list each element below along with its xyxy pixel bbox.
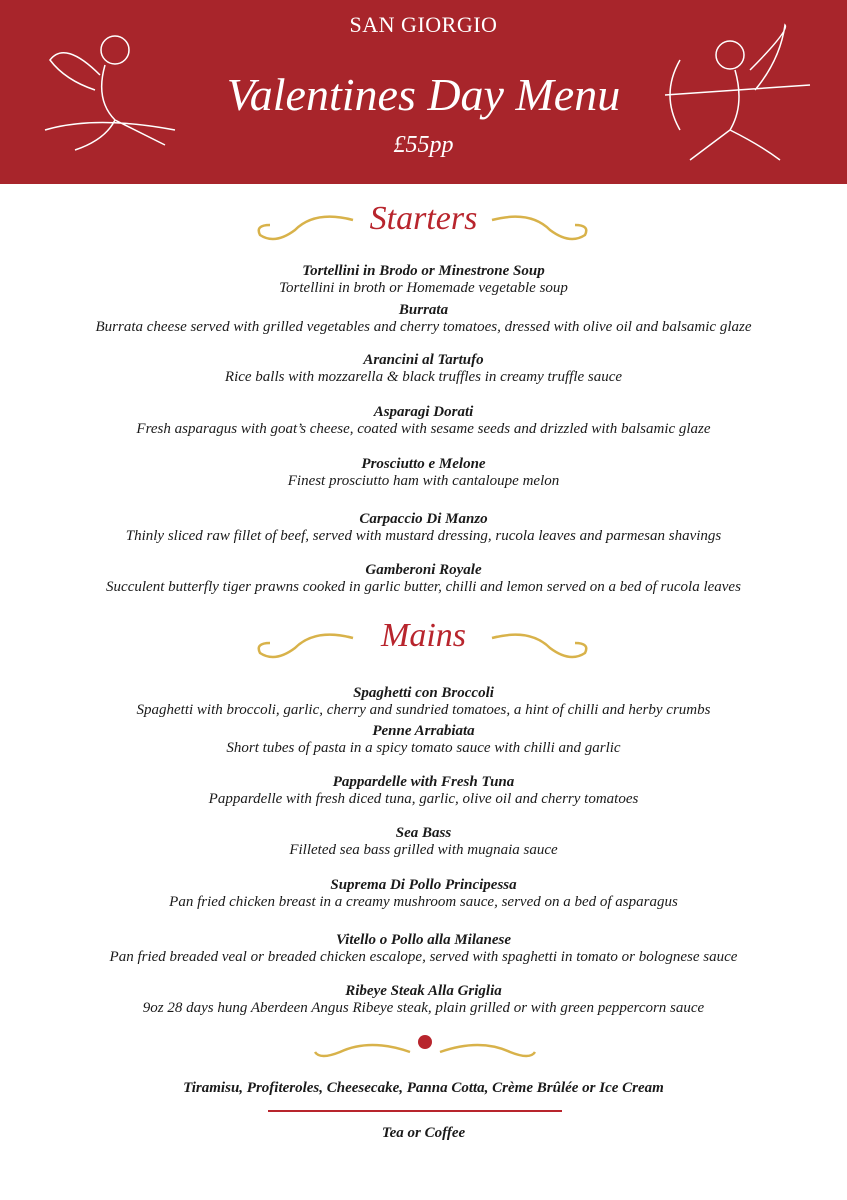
item-name: Asparagi Dorati [373, 404, 474, 420]
item-desc: Finest prosciutto ham with cantaloupe melon [287, 473, 560, 489]
divider-line [268, 1110, 562, 1112]
item-name: Ribeye Steak Alla Griglia [345, 983, 502, 999]
item-desc: Spaghetti with broccoli, garlic, cherry and sundried tomatoes, a hint of chilli and herby crumbs [136, 702, 711, 718]
item-desc: Pan fried breaded veal or breaded chicken escalope, served with spaghetti in tomato or bolognese sauce [109, 949, 738, 965]
item-name: Suprema Di Pollo Principessa [330, 877, 517, 893]
drinks-text: Tea or Coffee [381, 1125, 466, 1141]
menu-item [0, 404, 847, 438]
menu-title: Valentines Day Menu [226, 69, 621, 120]
item-name: Sea Bass [395, 825, 452, 841]
flourish-divider-icon [310, 1030, 540, 1065]
brand-logo: SAN GIORGIO [349, 12, 498, 37]
section-heading-starters: Starters [369, 200, 478, 237]
menu-item [0, 983, 847, 1017]
menu-price: £55pp [393, 132, 454, 158]
item-name: Pappardelle with Fresh Tuna [332, 774, 515, 790]
menu-item [0, 302, 847, 336]
menu-item [0, 263, 847, 297]
item-name: Prosciutto e Melone [361, 456, 486, 472]
swirl-right-icon [490, 628, 590, 664]
item-desc: Fresh asparagus with goat’s cheese, coated with sesame seeds and drizzled with balsamic glaze [136, 421, 711, 437]
swirl-right-icon [490, 210, 590, 246]
menu-item [0, 456, 847, 490]
item-desc: Filleted sea bass grilled with mugnaia sauce [289, 842, 558, 858]
item-desc: 9oz 28 days hung Aberdeen Angus Ribeye steak, plain grilled or with green peppercorn sauce [142, 1000, 705, 1016]
item-name: Arancini al Tartufo [363, 352, 484, 368]
menu-item [0, 511, 847, 545]
item-name: Carpaccio Di Manzo [359, 511, 488, 527]
menu-item [0, 774, 847, 808]
section-heading-mains: Mains [381, 617, 466, 654]
menu-item [0, 685, 847, 719]
item-desc: Thinly sliced raw fillet of beef, served with mustard dressing, rucola leaves and parmesan shavings [125, 528, 722, 544]
menu-item [0, 723, 847, 757]
menu-item [0, 877, 847, 911]
item-desc: Succulent butterfly tiger prawns cooked in garlic butter, chilli and lemon served on a bed of rucola leaves [106, 579, 741, 595]
item-desc: Pappardelle with fresh diced tuna, garlic, olive oil and cherry tomatoes [208, 791, 639, 807]
item-desc: Tortellini in broth or Homemade vegetable soup [279, 280, 568, 296]
item-desc: Burrata cheese served with grilled vegetables and cherry tomatoes, dressed with olive oil and balsamic glaze [95, 319, 752, 335]
item-name: Tortellini in Brodo or Minestrone Soup [302, 263, 545, 279]
item-name: Gamberoni Royale [365, 562, 482, 578]
item-name: Burrata [398, 302, 449, 318]
menu-item [0, 932, 847, 966]
item-name: Penne Arrabiata [372, 723, 475, 739]
menu-item [0, 562, 847, 596]
menu-item [0, 352, 847, 386]
header-banner [0, 0, 847, 184]
item-name: Vitello o Pollo alla Milanese [335, 932, 511, 948]
item-desc: Short tubes of pasta in a spicy tomato sauce with chilli and garlic [226, 740, 621, 756]
item-desc: Rice balls with mozzarella & black truffles in creamy truffle sauce [224, 369, 623, 385]
item-name: Spaghetti con Broccoli [353, 685, 494, 701]
desserts-text: Tiramisu, Profiteroles, Cheesecake, Panna Cotta, Crème Brûlée or Ice Cream [183, 1080, 664, 1096]
item-desc: Pan fried chicken breast in a creamy mushroom sauce, served on a bed of asparagus [169, 894, 678, 910]
menu-item [0, 825, 847, 859]
